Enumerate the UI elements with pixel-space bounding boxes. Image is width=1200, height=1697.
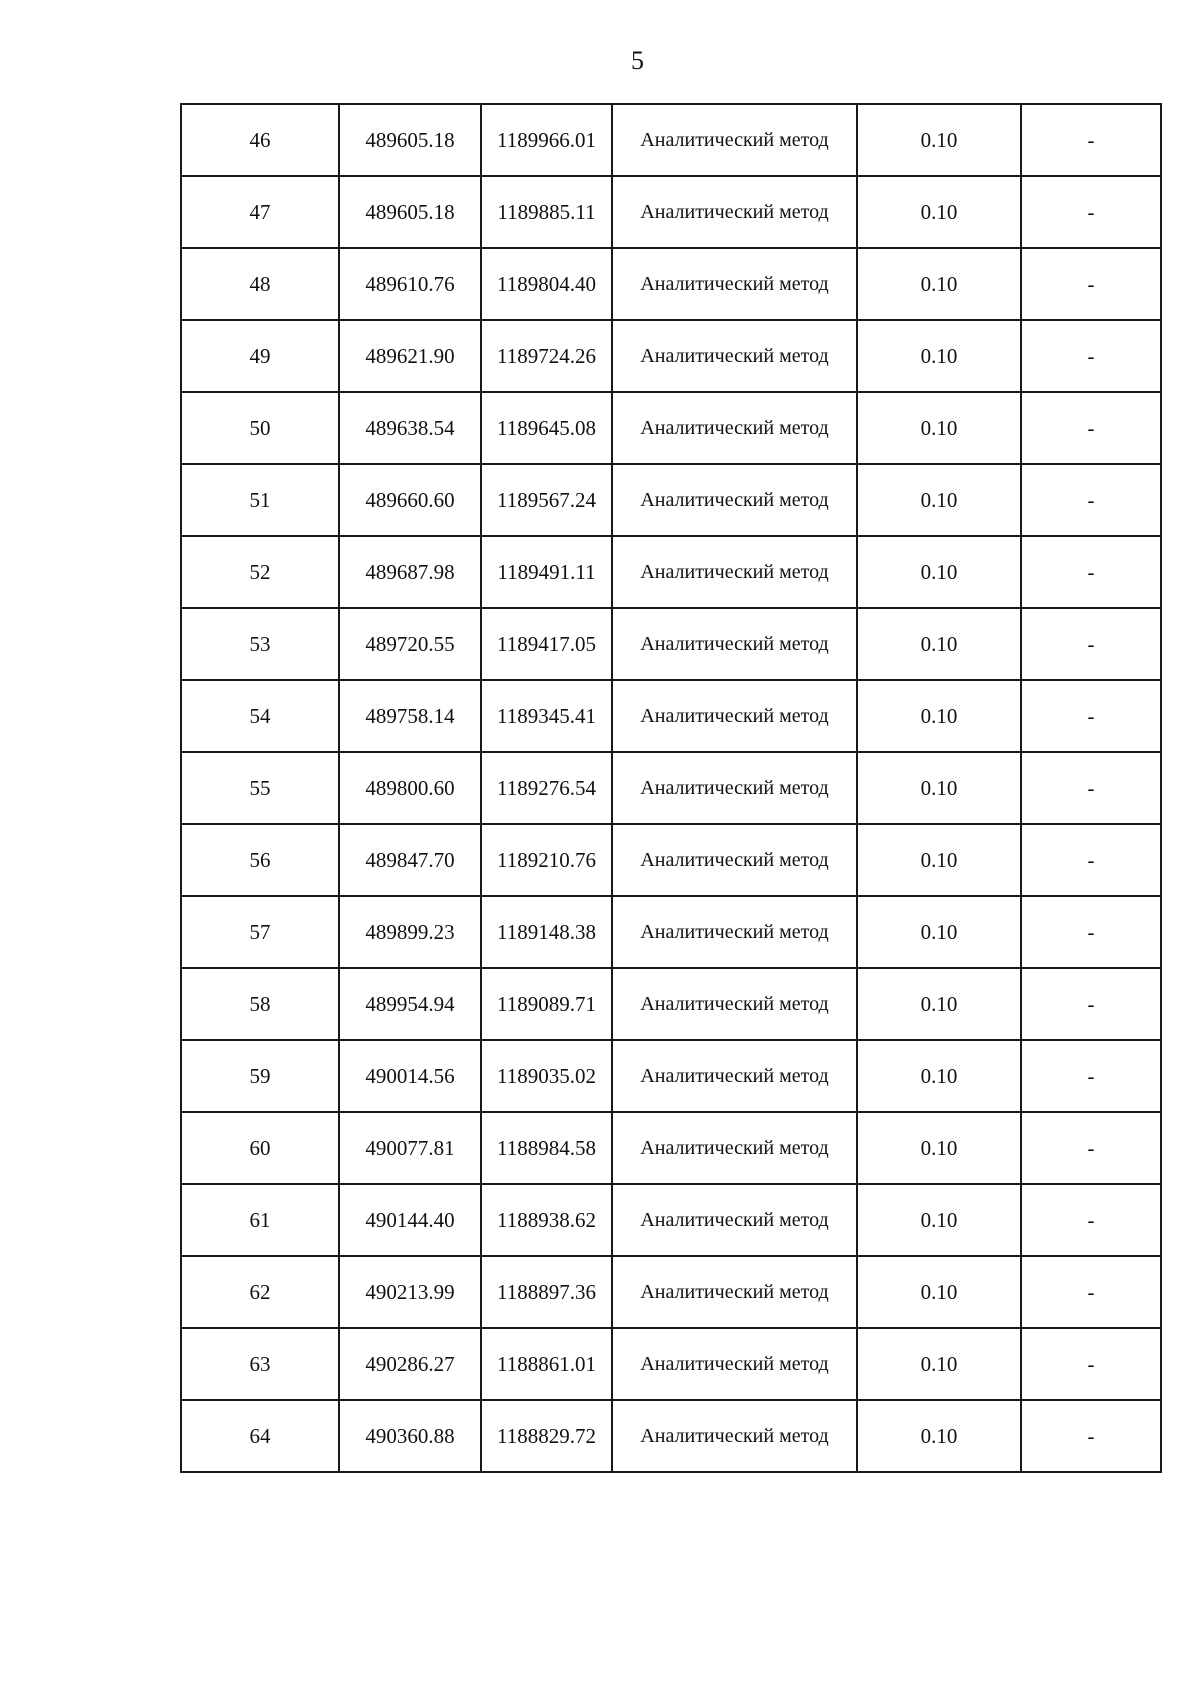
description-cell: -: [1021, 680, 1161, 752]
x-coordinate-cell: 490286.27: [339, 1328, 481, 1400]
point-number-cell: 50: [181, 392, 339, 464]
accuracy-cell: 0.10: [857, 1328, 1021, 1400]
table-row: [181, 248, 1161, 320]
point-number-cell: 47: [181, 176, 339, 248]
x-coordinate-cell: 490077.81: [339, 1112, 481, 1184]
point-number-cell: 59: [181, 1040, 339, 1112]
accuracy-cell: 0.10: [857, 248, 1021, 320]
accuracy-cell: 0.10: [857, 824, 1021, 896]
description-cell: -: [1021, 248, 1161, 320]
method-cell: Аналитический метод: [612, 176, 857, 248]
accuracy-cell: 0.10: [857, 608, 1021, 680]
description-cell: -: [1021, 536, 1161, 608]
accuracy-cell: 0.10: [857, 752, 1021, 824]
method-cell: Аналитический метод: [612, 824, 857, 896]
method-cell: Аналитический метод: [612, 1184, 857, 1256]
x-coordinate-cell: 489847.70: [339, 824, 481, 896]
accuracy-cell: 0.10: [857, 536, 1021, 608]
y-coordinate-cell: 1188861.01: [481, 1328, 612, 1400]
table-row: [181, 104, 1161, 176]
method-cell: Аналитический метод: [612, 968, 857, 1040]
description-cell: -: [1021, 1184, 1161, 1256]
description-cell: -: [1021, 608, 1161, 680]
y-coordinate-cell: 1189417.05: [481, 608, 612, 680]
method-cell: Аналитический метод: [612, 1328, 857, 1400]
y-coordinate-cell: 1189724.26: [481, 320, 612, 392]
method-cell: Аналитический метод: [612, 752, 857, 824]
x-coordinate-cell: 489605.18: [339, 176, 481, 248]
description-cell: -: [1021, 320, 1161, 392]
table-row: [181, 1400, 1161, 1472]
accuracy-cell: 0.10: [857, 320, 1021, 392]
point-number-cell: 48: [181, 248, 339, 320]
point-number-cell: 53: [181, 608, 339, 680]
y-coordinate-cell: 1189345.41: [481, 680, 612, 752]
method-cell: Аналитический метод: [612, 320, 857, 392]
description-cell: -: [1021, 1328, 1161, 1400]
coordinates-table-body: [181, 104, 1161, 1472]
description-cell: -: [1021, 392, 1161, 464]
accuracy-cell: 0.10: [857, 968, 1021, 1040]
method-cell: Аналитический метод: [612, 248, 857, 320]
description-cell: -: [1021, 464, 1161, 536]
accuracy-cell: 0.10: [857, 392, 1021, 464]
coordinates-table: [180, 103, 1162, 1473]
y-coordinate-cell: 1189210.76: [481, 824, 612, 896]
point-number-cell: 62: [181, 1256, 339, 1328]
table-row: [181, 1040, 1161, 1112]
table-row: [181, 896, 1161, 968]
accuracy-cell: 0.10: [857, 1400, 1021, 1472]
accuracy-cell: 0.10: [857, 1112, 1021, 1184]
method-cell: Аналитический метод: [612, 1112, 857, 1184]
method-cell: Аналитический метод: [612, 536, 857, 608]
point-number-cell: 60: [181, 1112, 339, 1184]
method-cell: Аналитический метод: [612, 1400, 857, 1472]
y-coordinate-cell: 1188897.36: [481, 1256, 612, 1328]
method-cell: Аналитический метод: [612, 104, 857, 176]
point-number-cell: 51: [181, 464, 339, 536]
x-coordinate-cell: 489605.18: [339, 104, 481, 176]
y-coordinate-cell: 1189567.24: [481, 464, 612, 536]
y-coordinate-cell: 1189035.02: [481, 1040, 612, 1112]
method-cell: Аналитический метод: [612, 608, 857, 680]
accuracy-cell: 0.10: [857, 104, 1021, 176]
x-coordinate-cell: 489720.55: [339, 608, 481, 680]
x-coordinate-cell: 490360.88: [339, 1400, 481, 1472]
method-cell: Аналитический метод: [612, 392, 857, 464]
accuracy-cell: 0.10: [857, 680, 1021, 752]
point-number-cell: 54: [181, 680, 339, 752]
accuracy-cell: 0.10: [857, 1040, 1021, 1112]
y-coordinate-cell: 1189276.54: [481, 752, 612, 824]
x-coordinate-cell: 490014.56: [339, 1040, 481, 1112]
x-coordinate-cell: 489800.60: [339, 752, 481, 824]
y-coordinate-cell: 1189645.08: [481, 392, 612, 464]
y-coordinate-cell: 1188829.72: [481, 1400, 612, 1472]
accuracy-cell: 0.10: [857, 464, 1021, 536]
y-coordinate-cell: 1189491.11: [481, 536, 612, 608]
point-number-cell: 61: [181, 1184, 339, 1256]
table-row: [181, 1328, 1161, 1400]
table-row: [181, 680, 1161, 752]
table-row: [181, 752, 1161, 824]
description-cell: -: [1021, 1040, 1161, 1112]
description-cell: -: [1021, 752, 1161, 824]
table-row: [181, 464, 1161, 536]
table-row: [181, 176, 1161, 248]
method-cell: Аналитический метод: [612, 896, 857, 968]
y-coordinate-cell: 1189885.11: [481, 176, 612, 248]
table-row: [181, 608, 1161, 680]
method-cell: Аналитический метод: [612, 1040, 857, 1112]
y-coordinate-cell: 1189804.40: [481, 248, 612, 320]
description-cell: -: [1021, 176, 1161, 248]
accuracy-cell: 0.10: [857, 896, 1021, 968]
accuracy-cell: 0.10: [857, 1256, 1021, 1328]
method-cell: Аналитический метод: [612, 464, 857, 536]
point-number-cell: 57: [181, 896, 339, 968]
x-coordinate-cell: 489638.54: [339, 392, 481, 464]
y-coordinate-cell: 1188938.62: [481, 1184, 612, 1256]
point-number-cell: 64: [181, 1400, 339, 1472]
table-row: [181, 1184, 1161, 1256]
point-number-cell: 46: [181, 104, 339, 176]
x-coordinate-cell: 489899.23: [339, 896, 481, 968]
x-coordinate-cell: 490213.99: [339, 1256, 481, 1328]
point-number-cell: 55: [181, 752, 339, 824]
y-coordinate-cell: 1189966.01: [481, 104, 612, 176]
page-number: 5: [631, 46, 644, 75]
x-coordinate-cell: 489687.98: [339, 536, 481, 608]
table-row: [181, 824, 1161, 896]
x-coordinate-cell: 489660.60: [339, 464, 481, 536]
table-row: [181, 968, 1161, 1040]
point-number-cell: 56: [181, 824, 339, 896]
point-number-cell: 58: [181, 968, 339, 1040]
description-cell: -: [1021, 896, 1161, 968]
accuracy-cell: 0.10: [857, 176, 1021, 248]
point-number-cell: 52: [181, 536, 339, 608]
table-row: [181, 1256, 1161, 1328]
description-cell: -: [1021, 824, 1161, 896]
x-coordinate-cell: 489758.14: [339, 680, 481, 752]
y-coordinate-cell: 1189148.38: [481, 896, 612, 968]
description-cell: -: [1021, 1256, 1161, 1328]
table-row: [181, 392, 1161, 464]
description-cell: -: [1021, 1112, 1161, 1184]
point-number-cell: 63: [181, 1328, 339, 1400]
x-coordinate-cell: 489610.76: [339, 248, 481, 320]
description-cell: -: [1021, 104, 1161, 176]
x-coordinate-cell: 489621.90: [339, 320, 481, 392]
x-coordinate-cell: 489954.94: [339, 968, 481, 1040]
method-cell: Аналитический метод: [612, 1256, 857, 1328]
method-cell: Аналитический метод: [612, 680, 857, 752]
table-row: [181, 320, 1161, 392]
table-row: [181, 536, 1161, 608]
description-cell: -: [1021, 968, 1161, 1040]
y-coordinate-cell: 1189089.71: [481, 968, 612, 1040]
x-coordinate-cell: 490144.40: [339, 1184, 481, 1256]
point-number-cell: 49: [181, 320, 339, 392]
description-cell: -: [1021, 1400, 1161, 1472]
y-coordinate-cell: 1188984.58: [481, 1112, 612, 1184]
accuracy-cell: 0.10: [857, 1184, 1021, 1256]
table-row: [181, 1112, 1161, 1184]
